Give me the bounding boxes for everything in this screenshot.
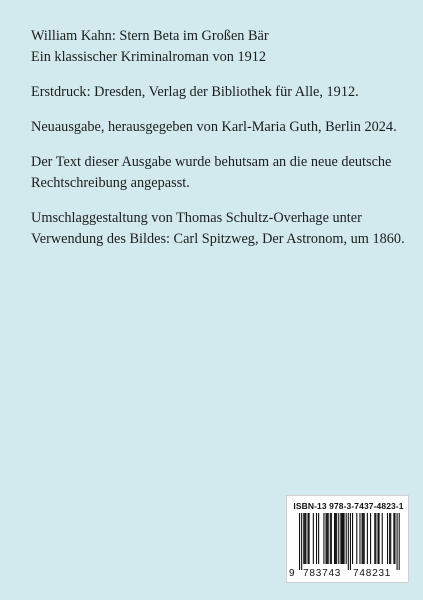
book-title-line: William Kahn: Stern Beta im Großen Bär [31,28,269,44]
barcode-bar [393,513,394,564]
barcode-first-digit: 9 [289,568,296,579]
barcode-bar [346,513,347,564]
barcode-bar [335,513,336,564]
book-subtitle-line: Ein klassischer Kriminalroman von 1912 [31,49,267,65]
barcode-bar [375,513,376,564]
isbn-barcode [286,495,409,583]
barcode-guard-bar [397,513,398,570]
barcode-bar [367,513,368,564]
barcode-bar [309,513,310,564]
first-print-block [31,82,403,103]
cover-credit-line-1: Umschlaggestaltung von Thomas Schultz-Overhage unter [31,210,362,226]
new-edition-block [31,117,403,138]
barcode-bar [379,513,380,564]
barcode-bar [394,513,395,564]
isbn-label: ISBN-13 978-3-7437-4823-1 [293,501,404,511]
first-print-line: Erstdruck: Dresden, Verlag der Bibliothek für Alle, 1912. [31,84,359,100]
barcode-bar [389,513,390,564]
barcode-bar [356,513,357,564]
barcode-guard-bar [350,513,351,570]
book-title-block [31,26,403,68]
barcode-bar [352,513,353,564]
barcode-bar [304,513,305,564]
barcode-bar [331,513,332,564]
barcode-guard-bar [301,513,302,570]
cover-credit-line-2: Verwendung des Bildes: Carl Spitzweg, Der Astronom, um 1860. [31,231,405,247]
barcode-bar [340,513,341,564]
barcode-bar [327,513,328,564]
barcode-bar [338,513,339,564]
barcode-bar [334,513,335,564]
barcode-bar [344,513,345,564]
barcode-bar [323,513,324,564]
colophon-text [31,26,403,264]
barcode-bar [326,513,327,564]
cover-credit-block [31,208,403,250]
barcode-right-digits: 748231 [353,568,392,579]
barcode-left-digits: 783743 [303,568,342,579]
orthography-block [31,152,403,194]
barcode-bar [362,513,363,564]
barcode-bar [390,513,391,564]
barcode-bar [364,513,365,564]
barcode-bar [363,513,364,564]
barcode-bar [328,513,329,564]
barcode-bar [341,513,342,564]
barcode-guard-bar [348,513,349,570]
barcode-guard-bar [299,513,300,570]
barcode-bar [374,513,375,564]
barcode-bar [303,513,304,564]
orthography-line-2: Rechtschreibung angepasst. [31,175,190,191]
barcode-bar [330,513,331,564]
orthography-line-1: Der Text dieser Ausgabe wurde behutsam an die neue deutsche [31,154,392,170]
barcode-bar [342,513,343,564]
new-edition-line: Neuausgabe, herausgegeben von Karl-Maria Guth, Berlin 2024. [31,119,397,135]
barcode-bars [296,513,402,576]
barcode-bar [370,513,371,564]
barcode-bar [382,513,383,564]
barcode-bar [316,513,317,564]
barcode-bar [377,513,378,564]
barcode-bar [336,513,337,564]
barcode-bar [318,513,319,564]
barcode-bar [313,513,314,564]
barcode-guard-bar [399,513,400,570]
barcode-bar [307,513,308,564]
barcode-bar [387,513,388,564]
barcode-bar [359,513,360,564]
barcode-bar [305,513,306,564]
